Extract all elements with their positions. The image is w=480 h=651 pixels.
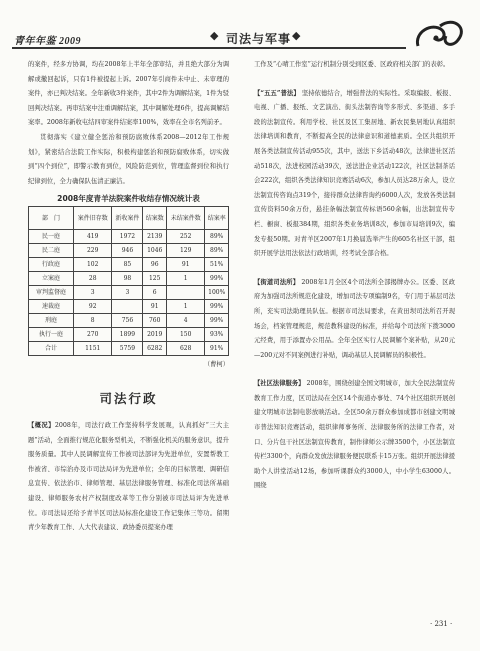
value-cell: 96 (143, 258, 167, 272)
value-cell: 93% (205, 328, 229, 342)
value-cell: 91% (205, 342, 229, 356)
value-cell: 3 (74, 286, 112, 300)
section-name: 司法与军事 (226, 32, 292, 46)
value-cell: 229 (74, 244, 112, 258)
value-cell (166, 286, 204, 300)
case-stats-table (28, 206, 229, 356)
value-cell: 91 (143, 300, 167, 314)
value-cell: 89% (205, 230, 229, 244)
left-column (28, 58, 229, 536)
shequ-tag: 【社区法律服务】 (254, 380, 305, 388)
value-cell: 1972 (112, 230, 143, 244)
sifa-tag: 【街道司法所】 (254, 278, 300, 286)
value-cell: 3 (112, 286, 143, 300)
value-cell: 756 (112, 314, 143, 328)
value-cell: 419 (74, 230, 112, 244)
value-cell: 1 (166, 300, 204, 314)
department-cell: 合计 (29, 342, 74, 356)
column-header: 结案率 (205, 207, 229, 230)
yearbook-title: 青年年鉴 2009 (14, 36, 81, 47)
value-cell: 150 (166, 328, 204, 342)
value-cell: 252 (166, 230, 204, 244)
section-heading: 司法行政 (99, 390, 158, 406)
value-cell: 4 (166, 314, 204, 328)
value-cell: 91 (166, 258, 204, 272)
value-cell: 89% (205, 244, 229, 258)
column-header: 结案数 (143, 207, 167, 230)
overview-tag: 【概况】 (28, 421, 55, 429)
value-cell: 102 (74, 258, 112, 272)
table-header-row (29, 207, 229, 230)
diamond-icon: ◆ (210, 29, 219, 42)
table-title: 2008年度青羊法院案件收结存情况统计表 (57, 194, 200, 204)
department-cell: 民一庭 (29, 230, 74, 244)
paragraph: 贯彻落实《建立健全惩治和预防腐败体系2008—2012年工作规划》，紧密结合法院工作实际，积极构建惩治和预防腐败体系，切实做到“四个到位”，即警示教育到位，风险防范到位，管理监督到位和执行纪律到位，全力确保队伍清正廉洁。 (28, 133, 229, 185)
sifa-text: 2008年1月全区4个司法所全部揭牌办公。区委、区政府为加强司法所规范化建设，增加司法专项编制9名，专门用于基层司法所，充实司法助理员队伍。根据市司法局要求，在黄田坝司法所召开现场会，档案管理规范，规范教科建设的标准，并给每个司法所下拨3000元经费，用于添置办公用品。全年全区实行人民调解个案补贴，从20元—200元对不同案例进行补贴，调动基层人民调解员的积极性。 (254, 278, 455, 359)
right-column (254, 58, 455, 494)
value-cell: 100% (205, 286, 229, 300)
department-cell: 行政庭 (29, 258, 74, 272)
value-cell: 1 (166, 272, 204, 286)
value-cell: 6282 (143, 342, 167, 356)
table-row (29, 300, 229, 314)
value-cell: 99% (205, 300, 229, 314)
value-cell (112, 300, 143, 314)
value-cell: 760 (143, 314, 167, 328)
table-row (29, 314, 229, 328)
overview-paragraph (28, 419, 229, 536)
department-cell: 速裁庭 (29, 300, 74, 314)
table-row (29, 342, 229, 356)
value-cell: 1151 (74, 342, 112, 356)
sifa-paragraph (254, 276, 455, 364)
wuwu-tag: 【“五五”普法】 (254, 89, 300, 97)
value-cell: 946 (112, 244, 143, 258)
value-cell: 98 (112, 272, 143, 286)
page-number: · 231 · (430, 620, 453, 628)
shequ-paragraph (254, 377, 455, 494)
paragraph: 的案件，经多方协调，均在2008年上半年全部审结，并且绝大部分为调解或撤回起诉，只有1件被提起上诉。2007年引商件未中止、未审理的案件，亦已判决结案。全年新收3件案件，其中2件为调解结案，1件为驳回判决结案。再审结案中注重调解结案，其中调解处理6件，提高调解结案率。2008年新收屯结四审案件结案率100%，效率在全市名列前矛。 (28, 61, 229, 127)
value-cell: 2139 (143, 230, 167, 244)
paragraph: 工作及“心晴工作室”运行机制分别受到区委、区政府相关部门的表彰。 (254, 61, 450, 68)
column-header: 未结案件数 (166, 207, 204, 230)
column-header: 案件旧存数 (74, 207, 112, 230)
department-cell: 立案庭 (29, 272, 74, 286)
table-row (29, 244, 229, 258)
value-cell: 1046 (143, 244, 167, 258)
header-rule (12, 47, 406, 49)
value-cell: 28 (74, 272, 112, 286)
value-cell: 125 (143, 272, 167, 286)
swirl-logo-icon (412, 16, 468, 54)
wuwu-text: 坚持依德结合，增强普法的实际性。采取编报、板报、电视、广播、报纸、文艺演出、街头法制咨询等多形式、多渠道、多手段的法制宣传。利用学校、社区及区工集居地、新农民集居地认真组织法律培训和教育，不断提高全民的法律意识和道德素质。全区共组织开展各类法制宣传活动955次，其中，送法下乡活动48次，法律进社区活动518次，法进校园活动39次，送法进企业活动122次，社区法制茶话会222次，组织各类法律知识竞赛活动6次，参加人员达28万余人，设立法制宣传咨询点319个，接待群众法律咨询约6000人次，发放各类法制宣传资料50余万份，悬挂条幅法制宣传标语560余幅，出法制宣传专栏、橱窗、板报384期，组织各类业务培训8次，参加市局培训9次，编发专报50期。对青羊区2007年1月换届选举产生的605名社区干部，组织开展学法用法依法行政培训，经考试全部合格。 (254, 89, 455, 258)
column-header: 新收案件 (112, 207, 143, 230)
table-row (29, 286, 229, 300)
department-cell: 民二庭 (29, 244, 74, 258)
value-cell: 85 (112, 258, 143, 272)
table-row (29, 272, 229, 286)
table-row (29, 258, 229, 272)
value-cell: 8 (74, 314, 112, 328)
value-cell: 92 (74, 300, 112, 314)
value-cell: 99% (205, 314, 229, 328)
value-cell: 5759 (112, 342, 143, 356)
value-cell: 628 (166, 342, 204, 356)
diamond-icon: ◆ (292, 29, 301, 42)
page-header (0, 0, 480, 47)
value-cell: 6 (143, 286, 167, 300)
overview-text: 2008年，司法行政工作坚持科学发展观，认真抓好“三大主题”活动，全面推行规范化服务型机关，不断强化机关的服务意识，提升服务质量。其中人民调解宣传工作被司法部评为先进单位，安置帮教工作被省、市综治办及市司法局评为先进单位；全年的目标管理、调研信息宣传、依法治市、律师管理、基层法律服务管理、标准化司法所基础建设、律师服务农村产权制度改革等工作分别被市司法局评为先进单位。市司法局还给予青羊区司法局标准化建设工作记集体三等功。留期青少年教育工作、人大代表建议、政协委员提案办理 (28, 421, 230, 532)
shequ-text: 2008年，围绕创建全国文明城市，加大全民法制宣传教育工作力度，区司法局在全区14个街道办事处、74个社区组织开展创建文明城市法制电影放映活动。全区50余万群众参加成都市创建文明城市普法知识竞赛活动，组织律师事务所、法律服务所的法律工作者，对口、分片包干社区法制宣传教育，制作律师公示牌3500个，小区法制宣传栏3300个，向群众发放法律服务便民联系卡15万张。组织开展法律援助个人讲堂活动12场，参加听课群众约3000人，中小学生63000人。围绕 (254, 380, 455, 490)
table-row (29, 328, 229, 342)
table-row (29, 230, 229, 244)
value-cell: 2019 (143, 328, 167, 342)
value-cell: 99% (205, 272, 229, 286)
department-cell: 刑庭 (29, 314, 74, 328)
department-cell: 审判监督庭 (29, 286, 74, 300)
wuwu-paragraph (254, 87, 455, 262)
department-cell: 执行一庭 (29, 328, 74, 342)
table-body (29, 230, 229, 356)
value-cell: 270 (74, 328, 112, 342)
source-note: （曹柯） (203, 361, 229, 369)
column-header: 部 门 (29, 207, 74, 230)
value-cell: 1899 (112, 328, 143, 342)
value-cell: 129 (166, 244, 204, 258)
value-cell: 51% (205, 258, 229, 272)
